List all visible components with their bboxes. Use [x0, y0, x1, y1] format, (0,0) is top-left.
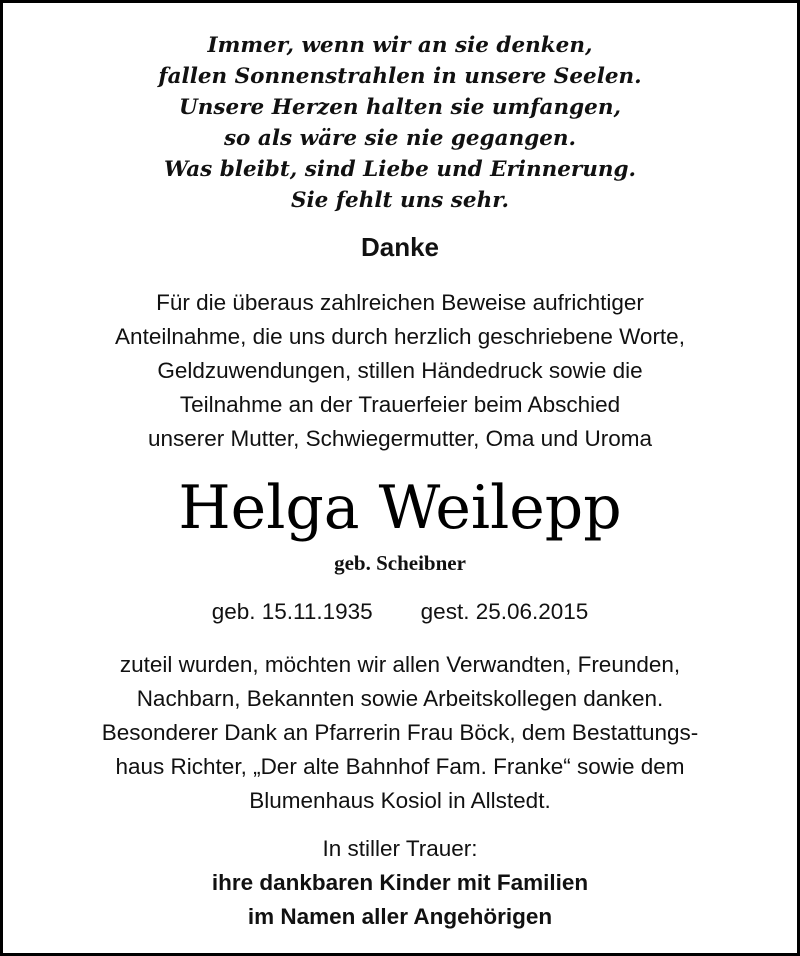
thanks-line: Nachbarn, Bekannten sowie Arbeitskollegen danken. [136, 686, 664, 711]
death-date: gest. 25.06.2015 [420, 599, 589, 624]
deceased-name: Helga Weilepp [178, 473, 622, 543]
life-dates [0, 594, 800, 630]
intro-line: unserer Mutter, Schwiegermutter, Oma und Uroma [148, 426, 652, 451]
signoff-relatives: im Namen aller Angehörigen [247, 904, 553, 929]
thanks-line: zuteil wurden, möchten wir allen Verwandten, Freunden, [119, 652, 681, 677]
poem-line: Was bleibt, sind Liebe und Erinnerung. [163, 157, 637, 182]
intro-line: Geldzuwendungen, stillen Händedruck sowie die [157, 358, 643, 383]
intro-line: Anteilnahme, die uns durch herzlich geschriebene Worte, [115, 324, 685, 349]
poem-line: fallen Sonnenstrahlen in unsere Seelen. [158, 64, 642, 89]
maiden-name: geb. Scheibner [334, 551, 466, 575]
signoff [0, 832, 800, 934]
poem-line: Immer, wenn wir an sie denken, [207, 33, 593, 58]
signoff-intro: In stiller Trauer: [322, 836, 478, 861]
poem-line: so als wäre sie nie gegangen. [223, 126, 577, 151]
memorial-poem [0, 30, 800, 216]
thanks-text [0, 648, 800, 818]
intro-text [0, 286, 800, 456]
poem-line: Sie fehlt uns sehr. [290, 188, 510, 213]
birth-date: geb. 15.11.1935 [211, 599, 373, 624]
signoff-family: ihre dankbaren Kinder mit Familien [211, 870, 589, 895]
poem-line: Unsere Herzen halten sie umfangen, [179, 95, 621, 120]
thanks-line: Besonderer Dank an Pfarrerin Frau Böck, dem Bestattungs- [101, 720, 699, 745]
danke-heading: Danke [360, 232, 440, 262]
thanks-line: haus Richter, „Der alte Bahnhof Fam. Franke“ sowie dem [115, 754, 685, 779]
intro-line: Für die überaus zahlreichen Beweise aufrichtiger [156, 290, 644, 315]
thanks-line: Blumenhaus Kosiol in Allstedt. [249, 788, 551, 813]
intro-line: Teilnahme an der Trauerfeier beim Abschied [179, 392, 621, 417]
